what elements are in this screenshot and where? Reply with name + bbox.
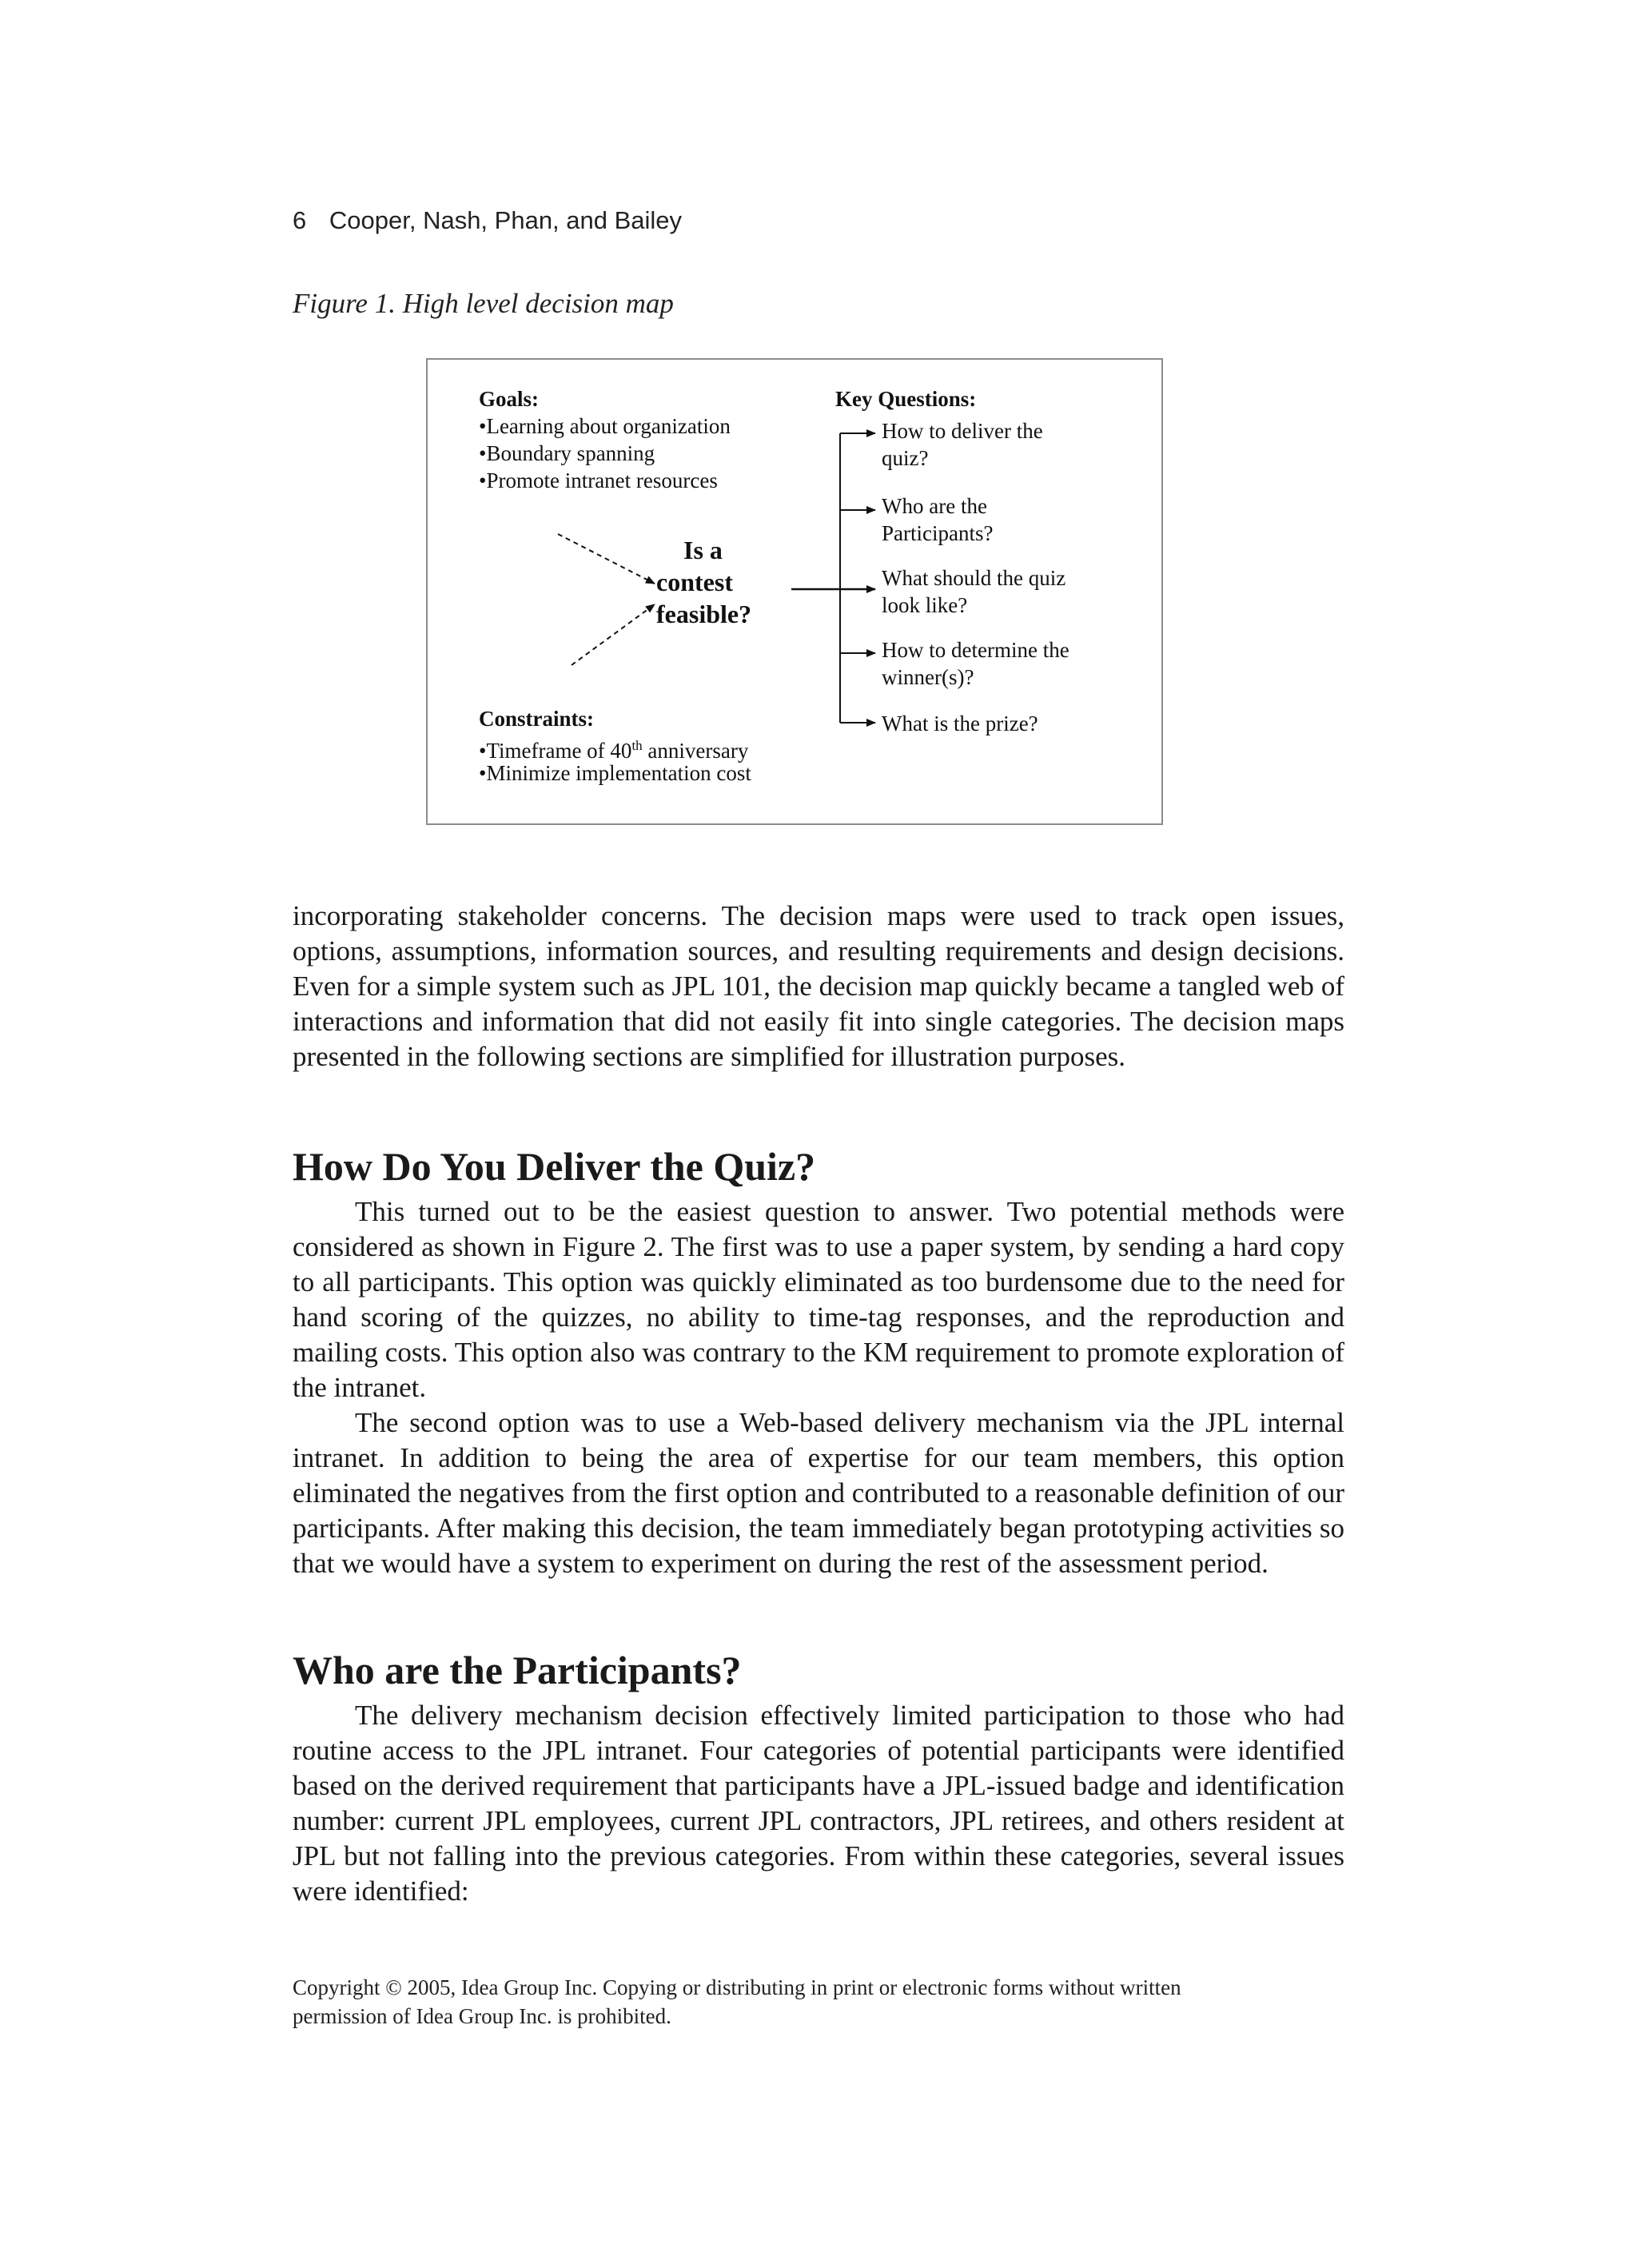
constraints-title: Constraints: bbox=[479, 707, 595, 731]
question-5: What is the prize? bbox=[882, 711, 1038, 735]
constraints-dashed-arrow bbox=[572, 604, 655, 665]
section-participants-body bbox=[293, 1698, 1344, 1909]
question-1: How to deliver the quiz? bbox=[882, 419, 1043, 470]
section-deliver-body bbox=[293, 1194, 1344, 1581]
question-4: How to determine the winner(s)? bbox=[882, 638, 1069, 689]
running-header-authors: Cooper, Nash, Phan, and Bailey bbox=[329, 206, 683, 234]
constraint-item: •Timeframe of 40th anniversary bbox=[479, 738, 749, 763]
question-2: Who are the Participants? bbox=[882, 494, 994, 545]
center-question-line: feasible? bbox=[656, 600, 752, 628]
center-question-line: Is a bbox=[683, 536, 723, 564]
question-3: What should the quiz look like? bbox=[882, 566, 1066, 617]
goals-dashed-arrow bbox=[558, 534, 655, 584]
goals-title: Goals: bbox=[479, 387, 540, 411]
constraint-item: •Minimize implementation cost bbox=[479, 761, 751, 785]
goal-item: •Boundary spanning bbox=[479, 441, 655, 465]
running-header bbox=[293, 206, 682, 235]
copyright-notice: Copyright © 2005, Idea Group Inc. Copying or distributing in print or electronic forms without written permission of Idea Group Inc. is prohibited. bbox=[293, 1975, 1181, 2028]
section-heading-participants: Who are the Participants? bbox=[293, 1648, 742, 1692]
paragraph: The second option was to use a Web-based delivery mechanism via the JPL internal intranet. In addition to being the area of expertise for our team members, this option eliminated the negatives from the first option and contributed to a reasonable definition of our participants. After making this decision, the team immediately began prototyping activities so that we would have a system to experiment on during the rest of the assessment period. bbox=[293, 1407, 1345, 1579]
goal-item: •Promote intranet resources bbox=[479, 468, 718, 492]
goal-item: •Learning about organization bbox=[479, 414, 731, 438]
section-heading-deliver: How Do You Deliver the Quiz? bbox=[293, 1144, 816, 1189]
intro-paragraph: incorporating stakeholder concerns. The decision maps were used to track open issues, options, assumptions, information sources, and resulting requirements and design decisions. Even for a simple system such as JPL 101, the decision map quickly became a tangled web of interactions and information that did not easily fit into single categories. The decision maps presented in the following sections are simplified for illustration purposes. bbox=[293, 900, 1344, 1072]
paragraph: The delivery mechanism decision effectively limited participation to those who had routine access to the JPL intranet. Four categories of potential participants were identified based on the derived requirement that participants have a JPL-issued badge and identification number: current JPL employees, current JPL contractors, JPL retirees, and others resident at JPL but not falling into the previous categories. From within these categories, several issues were identified: bbox=[293, 1700, 1344, 1907]
paragraph: This turned out to be the easiest question to answer. Two potential methods were considered as shown in Figure 2. The first was to use a paper system, by sending a hard copy to all participants. This option was quickly eliminated as too burdensome due to the need for hand scoring of the quizzes, no ability to time-tag responses, and the reproduction and mailing costs. This option also was contrary to the KM requirement to promote exploration of the intranet. bbox=[293, 1196, 1344, 1403]
figure-caption: Figure 1. High level decision map bbox=[293, 288, 674, 319]
key-questions-title: Key Questions: bbox=[835, 387, 977, 411]
decision-map-figure bbox=[426, 358, 1163, 825]
page-number: 6 bbox=[293, 206, 307, 234]
center-question-line: contest bbox=[656, 568, 733, 596]
